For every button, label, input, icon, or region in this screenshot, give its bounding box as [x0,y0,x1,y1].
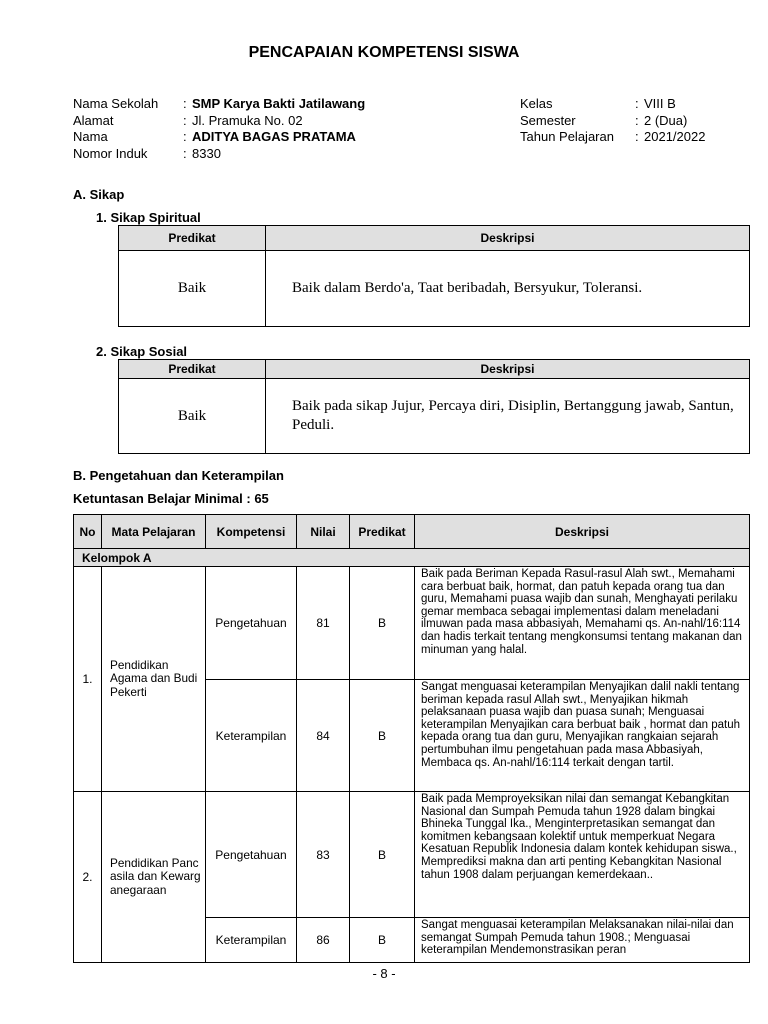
deskripsi: Baik pada Beriman Kepada Rasul-rasul Alah swt., Memahami cara berbuat baik, hormat, dan patuh kepada orang tua dan guru, Memahami puasa wajib dan sunah, Menghayati perilaku gemar membaca sebagai implementasi dalam meneladani ilmuwan pada masa abbasiyah, Memahami qs. An-nahl/16:114 dan hadis terkait tentang mengkonsumsi tentang makanan dan minuman yang halal. [415,567,750,680]
header-kompetensi: Kompetensi [206,515,297,549]
header-deskripsi: Deskripsi [266,226,750,251]
student-info-right [520,96,705,146]
subject-no: 1. [74,567,102,792]
info-value: ADITYA BAGAS PRATAMA [192,129,356,144]
info-separator: : [635,96,639,111]
nilai-table [73,514,750,963]
kompetensi: Keterampilan [206,918,297,963]
info-label: Alamat [73,112,114,128]
info-label: Semester [520,112,576,128]
header-predikat: Predikat [119,226,266,251]
sikap-sosial-title: 2. Sikap Sosial [96,344,188,359]
kompetensi: Pengetahuan [206,567,297,680]
info-row [520,129,705,146]
info-row [520,113,705,130]
student-info-left [73,96,365,162]
info-label: Nama Sekolah [73,96,159,111]
subject-name: Pendidikan Agama dan Budi Pekerti [102,567,206,792]
section-a-title: A. Sikap [73,187,125,202]
predikat: B [350,792,415,918]
info-value: 2021/2022 [644,129,706,144]
page-number: - 8 - [372,966,396,981]
header-predikat: Predikat [119,360,266,379]
header-no: No [74,515,102,549]
kompetensi: Keterampilan [206,680,297,792]
info-label: Tahun Pelajaran [520,129,614,144]
info-value: VIII B [644,96,676,111]
header-nilai: Nilai [297,515,350,549]
info-label: Nomor Induk [73,145,148,161]
subject-name: Pendidikan Pancasila dan Kewarganegaraan [102,792,206,963]
sosial-predikat: Baik [119,379,266,454]
spiritual-deskripsi: Baik dalam Berdo'a, Taat beribadah, Bersyukur, Toleransi. [266,251,750,327]
nilai: 81 [297,567,350,680]
info-separator: : [183,145,187,161]
predikat: B [350,918,415,963]
info-row [520,96,705,113]
kompetensi: Pengetahuan [206,792,297,918]
nilai: 86 [297,918,350,963]
info-row [73,146,365,163]
info-label: Nama [73,129,108,144]
table-row [74,792,750,918]
header-predikat: Predikat [350,515,415,549]
sikap-spiritual-title: 1. Sikap Spiritual [96,210,201,225]
section-b-title: B. Pengetahuan dan Keterampilan [73,468,284,483]
sikap-spiritual-table [118,225,750,327]
info-row [73,96,365,113]
deskripsi: Sangat menguasai keterampilan Menyajikan dalil nakli tentang beriman kepada rasul Allah swt., Menyajikan hikmah pelaksanaan puasa wajib dan puasa sunah; Menguasai keterampilan Menyajikan cara berbuat baik , hormat dan patuh kepada orang tua dan guru, Menyajikan rangkaian sejarah pertumbuhan ilmu pengetahuan pada masa Abbasiyah, Membaca qs. An-nahl/16:114 terkait dengan tartil. [415,680,750,792]
info-value: 8330 [192,145,221,161]
info-row [73,113,365,130]
nilai: 83 [297,792,350,918]
info-separator: : [635,129,639,144]
group-label: Kelompok A [74,549,750,567]
info-separator: : [183,112,187,128]
subject-no: 2. [74,792,102,963]
predikat: B [350,567,415,680]
nilai: 84 [297,680,350,792]
page-title: PENCAPAIAN KOMPETENSI SISWA [248,44,520,61]
info-row [73,129,365,146]
table-row [74,567,750,680]
deskripsi: Baik pada Memproyeksikan nilai dan semangat Kebangkitan Nasional dan Sumpah Pemuda tahun 1928 dalam bingkai Bhineka Tunggal Ika., Menginterpretasikan semangat dan komitmen kebangsaan kolektif untuk memperkuat Negara Kesatuan Republik Indonesia dalam kontek kehidupan siswa., Memprediksi makna dan arti penting Kebangkitan Nasional tahun 1908 dalam perjuangan kemerdekaan.. [415,792,750,918]
info-value: Jl. Pramuka No. 02 [192,112,303,128]
info-label: Kelas [520,96,553,111]
kkm-label: Ketuntasan Belajar Minimal : 65 [73,491,269,506]
deskripsi: Sangat menguasai keterampilan Melaksanakan nilai-nilai dan semangat Sumpah Pemuda tahun 1908.; Menguasai keterampilan Mendemonstrasikan peran [415,918,750,963]
spiritual-predikat: Baik [119,251,266,327]
sikap-sosial-table [118,359,750,454]
info-value: 2 (Dua) [644,112,688,128]
info-separator: : [183,129,187,144]
header-deskripsi: Deskripsi [266,360,750,379]
header-mapel: Mata Pelajaran [102,515,206,549]
info-separator: : [635,112,639,128]
info-separator: : [183,96,187,111]
info-value: SMP Karya Bakti Jatilawang [192,96,366,111]
header-deskripsi: Deskripsi [415,515,750,549]
sosial-deskripsi: Baik pada sikap Jujur, Percaya diri, Disiplin, Bertanggung jawab, Santun, Peduli. [266,379,750,454]
predikat: B [350,680,415,792]
